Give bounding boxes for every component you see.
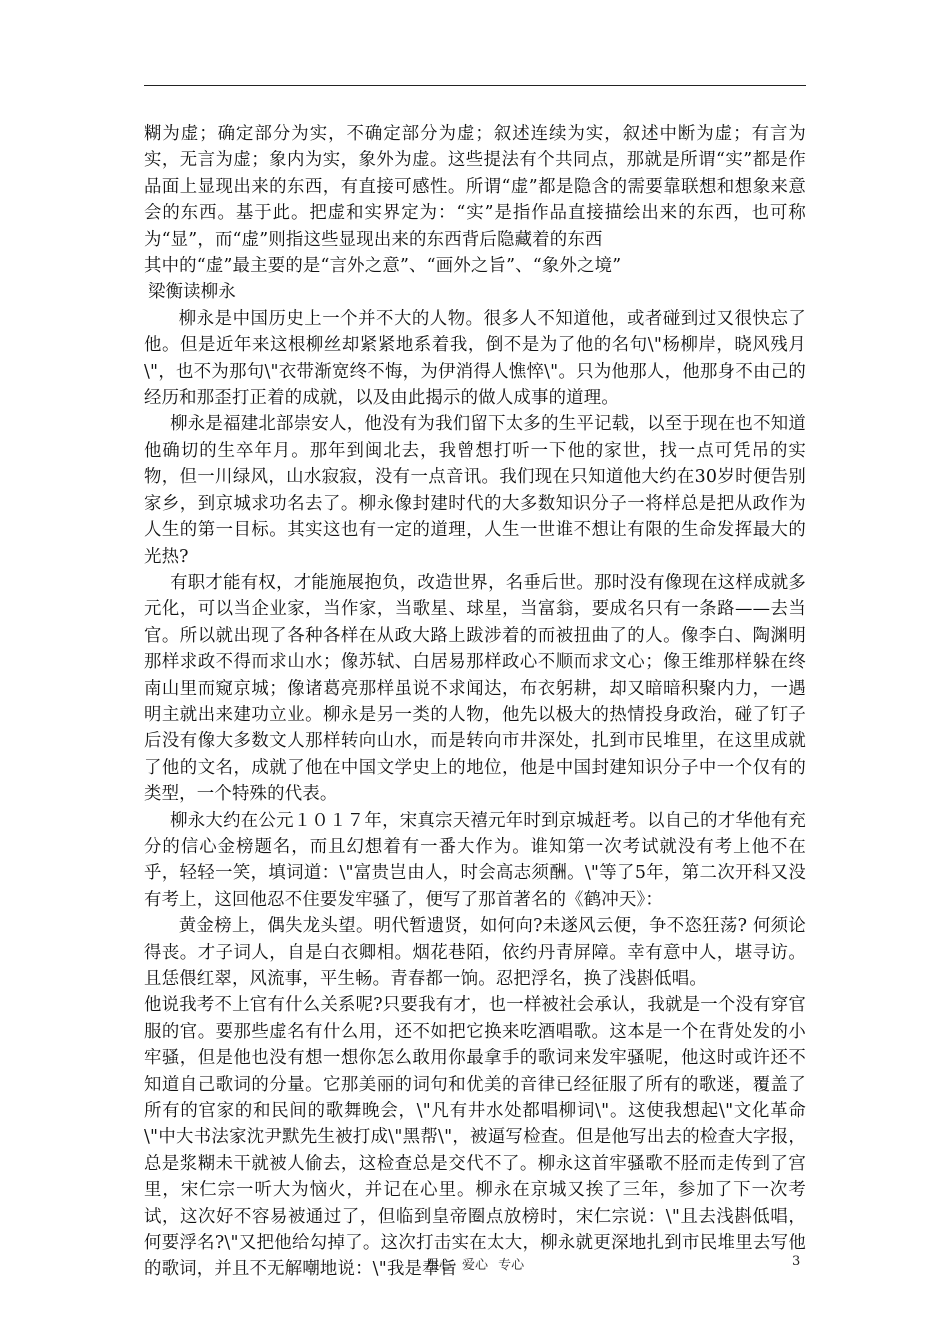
paragraph-5: 有职才能有权，才能施展抱负，改造世界，名垂后世。那时没有像现在这样成就多元化，可以当企业家，当作家，当歌星、球星，当富翁，要成名只有一条路——去当官。所以就出现了各种各样在从政大路上跋涉着的而被扭曲了的人。像李白、陶渊明那样求政不得而求山水；像苏轼、白居易那样政心不顺而求文心；像王维那样躲在终南山里而窥京城；像诸葛亮那样虽说不求闻达，布衣躬耕，却又暗暗积聚内力，一遇明主就出来建功立业。柳永是另一类的人物，他先以极大的热情投身政治，碰了钉子后没有像大多数文人那样转向山水，而是转向市井深处，扎到市民堆里，在这里成就了他的文名，成就了他在中国文学史上的地位，他是中国封建知识分子中一个仅有的类型，一个特殊的代表。 [144,572,806,805]
paragraph-1: 糊为虚；确定部分为实，不确定部分为虚；叙述连续为实，叙述中断为虚；有言为实，无言为虚；象内为实，象外为虚。这些提法有个共同点，那就是所谓“实”都是作品面上显现出来的东西，有直接可感性。所谓“虚”都是隐含的需要靠联想和想象来意会的东西。基于此。把虚和实界定为：“实”是指作品直接描绘出来的东西，也可称为“显”，而“虚”则指这些显现出来的东西背后隐藏着的东西 [144,124,806,250]
page-number: 3 [792,1254,801,1269]
section-title: 梁衡读柳永 [148,282,236,303]
paragraph-8: 他说我考不上官有什么关系呢?只要我有才，也一样被社会承认，我就是一个没有穿官服的官。要那些虚名有什么用，还不如把它换来吃酒唱歌。这本是一个在背处发的小牢骚，但是他也没有想一想你怎么敢用你最拿手的歌词来发牢骚呢，他这时或许还不知道自己歌词的分量。它那美丽的词句和优美的音律已经征服了所有的歌迷，覆盖了所有的官家的和民间的歌舞晚会，\"凡有井水处都唱柳词\"。这使我想起\"文化革命\"中大书法家沈尹默先生被打成\"黑帮\"，被逼写检查。但是他写出去的检查大字报，总是浆糊未干就被人偷去，这检查总是交代不了。柳永这首牢骚歌不胫而走传到了宫里，宋仁宗一听大为恼火，并记在心里。柳永在京城又挨了三年，参加了下一次考试，这次好不容易被通过了，但临到皇帝圈点放榜时，宋仁宗说：\"且去浅斟低唱，何要浮名?\"又把他给勾掉了。这次打击实在太大，柳永就更深地扎到市民堆里去写他的歌词，并且不无解嘲地说：\"我是奉旨 [144,995,806,1280]
poem-paragraph: 黄金榜上，偶失龙头望。明代暂遗贤，如何向?未遂风云便，争不恣狂荡? 何须论得丧。才子词人，自是白衣卿相。烟花巷陌，依约丹青屏障。幸有意中人，堪寻访。且恁偎红翠，风流事，平生畅。青春都一饷。忍把浮名，换了浅斟低唱。 [144,916,806,989]
paragraph-2: 其中的“虚”最主要的是“言外之意”、“画外之旨”、“象外之境” [144,256,622,277]
paragraph-6: 柳永大约在公元１０１７年，宋真宗天禧元年时到京城赶考。以自己的才华他有充分的信心金榜题名，而且幻想着有一番大作为。谁知第一次考试就没有考上他不在乎，轻轻一笑，填词道：\"富贵岂由人，时会高志须酬。\"等了5年，第二次开科又没有考上，这回他忍不住要发牢骚了，便写了那首著名的《鹤冲天》： [144,810,806,910]
header-rule [144,85,806,86]
footer-motto: 用心 爱心 专心 [425,1258,525,1273]
paragraph-4: 柳永是福建北部崇安人，他没有为我们留下太多的生平记载，以至于现在也不知道他确切的生卒年月。那年到闽北去，我曾想打听一下他的家世，找一点可凭吊的实物，但一川绿风，山水寂寂，没有一点音讯。我们现在只知道他大约在30岁时便告别家乡，到京城求功名去了。柳永像封建时代的大多数知识分子一将样总是把从政作为人生的第一目标。其实这也有一定的道理，人生一世谁不想让有限的生命发挥最大的光热? [144,414,806,567]
paragraph-3: 柳永是中国历史上一个并不大的人物。很多人不知道他，或者碰到过又很快忘了他。但是近年来这根柳丝却紧紧地系着我，倒不是为了他的名句\"杨柳岸，晓风残月\"，也不为那句\"衣带渐宽终不悔，为伊消得人憔悴\"。只为他那人，他那身不由己的经历和那歪打正着的成就，以及由此揭示的做人成事的道理。 [144,308,806,409]
document-body [144,121,806,1283]
